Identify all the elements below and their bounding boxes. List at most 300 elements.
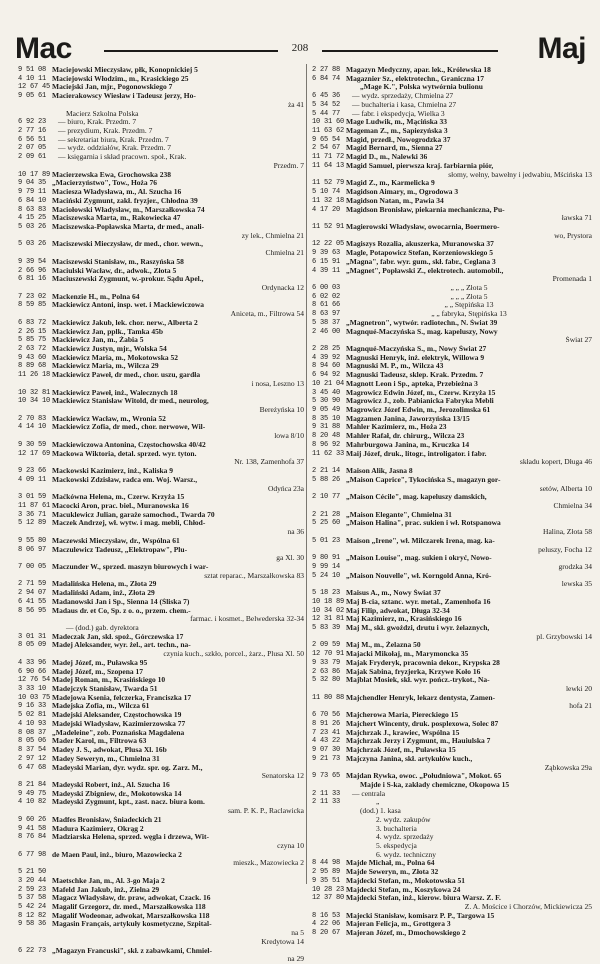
phone-number: 2 77 16 (18, 127, 47, 136)
directory-entry-line (18, 859, 304, 868)
phone-number: 9 31 88 (312, 423, 341, 432)
phone-number: 6 94 92 (312, 371, 341, 380)
entry-text: Magierowski Władysław, owocarnia, Boermero- (346, 222, 500, 231)
phone-number: 5 21 50 (18, 868, 47, 877)
directory-entry-line (18, 345, 304, 354)
phone-number: 2 09 59 (312, 641, 341, 650)
entry-text: Magalif Wodeonar, adwokat, Marszałkowska 118 (52, 911, 210, 920)
directory-entry-line (18, 764, 304, 773)
entry-text: lowa 8/10 (274, 432, 304, 441)
entry-text: Majdan Rywka, owoc. „Południowa", Mokot. 65 (346, 772, 502, 781)
entry-text: Magnott Leon i Sp., apteka, Przebieżna 3 (346, 379, 478, 388)
directory-entry-line (18, 572, 304, 581)
directory-entry-line (18, 790, 304, 799)
phone-number: 2 54 67 (312, 144, 341, 153)
phone-number: 2 97 12 (18, 754, 47, 763)
phone-number (312, 232, 346, 241)
phone-number: 9 99 14 (312, 562, 341, 571)
directory-entry-line (18, 179, 304, 188)
phone-number: 5 38 37 (312, 318, 341, 327)
entry-text: Maciejowski Mieczysław, płk, Konopnickiej 5 (52, 66, 198, 74)
phone-number: 5 18 23 (312, 589, 341, 598)
directory-entry-line (312, 66, 592, 75)
phone-number (312, 807, 346, 816)
entry-text: Majchendler Henryk, lekarz dentysta, Zamen- (346, 693, 496, 702)
directory-entry-line (312, 912, 592, 921)
phone-number: 9 58 36 (18, 920, 47, 929)
entry-text: Macierz Szkolna Polska (66, 109, 139, 118)
directory-entry-line (18, 441, 304, 450)
phone-number: 3 36 71 (18, 510, 47, 519)
phone-number: 11 32 18 (312, 196, 345, 205)
phone-number: 2 10 77 (312, 493, 341, 502)
phone-number: 3 01 31 (18, 632, 47, 641)
directory-entry-line (18, 912, 304, 921)
phone-number: 6 47 68 (18, 763, 47, 772)
phone-number: 6 90 66 (18, 667, 47, 676)
phone-number (312, 485, 346, 494)
entry-text: Macierzewska Ewa, Grochowska 238 (52, 170, 172, 179)
directory-entry-line (18, 641, 304, 650)
phone-number: 5 12 89 (18, 519, 47, 528)
entry-text: Majdecki Stefan, m., Mokotowska 51 (346, 876, 465, 885)
directory-entry-line (18, 511, 304, 520)
phone-number: 8 56 95 (18, 606, 47, 615)
phone-number: 4 39 11 (312, 266, 341, 275)
left-column (18, 66, 304, 964)
entry-text: Mader Karol, m., Filtrowa 63 (52, 737, 147, 746)
phone-number: 8 59 85 (18, 301, 47, 310)
phone-number: 4 22 06 (312, 920, 341, 929)
directory-entry-line (18, 206, 304, 215)
entry-text: Mahler Kazimierz, m., Hoża 23 (346, 423, 447, 432)
directory-entry-line (18, 580, 304, 589)
directory-entry-line (18, 101, 304, 110)
phone-number: 9 39 63 (312, 249, 341, 258)
directory-entry-line (18, 929, 304, 938)
directory-entry-line (18, 476, 304, 485)
directory-entry-line (312, 798, 592, 807)
entry-text: Majeran Felicja, m., Grottgera 3 (346, 920, 451, 929)
directory-entry-line (312, 781, 592, 790)
entry-text: 5. ekspedycja (376, 841, 417, 850)
phone-number: 11 64 13 (312, 161, 345, 170)
directory-entry-line (312, 729, 592, 738)
entry-text: czynia kuch., szkło, porcel., żarz., Plusa Xl. 50 (163, 650, 304, 659)
entry-text: Magalif Grzegorz, dr. med., Marszałkowska 118 (52, 903, 206, 911)
entry-text: Majeran Józef, m., Dmochowskiego 2 (346, 929, 466, 938)
phone-number: 4 09 11 (18, 475, 47, 484)
entry-text: Majdecki Stefan, m., Koszykowa 24 (346, 885, 461, 894)
phone-number: 5 24 10 (312, 571, 341, 580)
phone-number: 10 18 89 (312, 597, 345, 606)
phone-number: 8 37 54 (18, 746, 47, 755)
phone-number: 7 00 05 (18, 562, 47, 571)
directory-entry-line (18, 110, 304, 119)
directory-entry-line (312, 188, 592, 197)
directory-entry-line (18, 851, 304, 860)
entry-text: Madaus dr. et Co, Sp. z o. o., przem. chem.- (52, 606, 191, 615)
entry-text: Mackiewicz Justyn, mjr., Wolska 54 (52, 345, 167, 353)
directory-entry-line (18, 781, 304, 790)
directory-entry-line (312, 528, 592, 537)
phone-number: 9 55 80 (18, 536, 47, 545)
phone-number: 12 76 54 (18, 676, 51, 685)
entry-text: „Magnet", Popławski Z., elektrotech. automobil., (346, 266, 504, 275)
phone-number: 4 14 10 (18, 423, 47, 432)
phone-number (18, 284, 52, 293)
entry-text: Madziarska Helena, sprzed. węgla i drzewa, Wit- (52, 833, 209, 842)
directory-entry-line (18, 389, 304, 398)
phone-number: 2 95 89 (312, 868, 341, 877)
phone-number: 6 15 91 (312, 257, 341, 266)
entry-text: 2. wydz. zakupów (376, 815, 431, 824)
entry-text: Mahler Rafał, dr. chirurg., Wilcza 23 (346, 432, 465, 441)
entry-text: lewska 35 (561, 580, 592, 589)
phone-number (312, 502, 346, 511)
entry-text: Maciszewski Mieczysław, dr med., chor. wewn., (52, 240, 204, 249)
directory-entry-line (312, 772, 592, 781)
phone-number: 9 05 61 (18, 92, 47, 101)
phone-number: 9 41 58 (18, 824, 47, 833)
entry-text: farmac. i kosmet., Belwederska 32-34 (190, 615, 304, 624)
directory-entry-line (312, 127, 592, 136)
directory-entry-line (312, 362, 592, 371)
entry-text: Magid Samuel, pierwsza kraj. farbiarnia piór, (346, 161, 494, 170)
directory-entry-line (312, 476, 592, 485)
phone-number: 6 41 55 (18, 597, 47, 606)
phone-number: 11 87 61 (18, 501, 51, 510)
entry-text: — (dod.) gab. dyrektora (66, 624, 139, 632)
entry-text: Magidson Bronisław, piekarnia mechaniczna, Pu- (346, 205, 505, 214)
directory-entry-line (312, 136, 592, 145)
phone-number: 8 44 98 (312, 859, 341, 868)
directory-entry-line (18, 223, 304, 232)
entry-text: Madeyski Robert, inż., Al. Szucha 16 (52, 780, 170, 789)
directory-entry-line (312, 572, 592, 581)
phone-number (18, 554, 52, 563)
phone-number: 8 06 97 (18, 545, 47, 554)
directory-entry-line (18, 877, 304, 886)
directory-entry-line (18, 284, 304, 293)
entry-text: Maczunder W., sprzed. maszyn biurowych i war- (52, 562, 209, 571)
phone-number: 6 84 74 (312, 74, 341, 83)
entry-text: ławska 71 (561, 214, 592, 223)
directory-entry-line (312, 851, 592, 860)
entry-text: Bereżyńska 10 (259, 406, 304, 415)
entry-text: Maciulski Wacław, dr., adwok., Złota 5 (52, 266, 177, 275)
entry-text: Madanowski Jan i Sp., Sienna 14 (Śliska 7) (52, 597, 190, 606)
phone-number: 6 81 16 (18, 275, 47, 284)
directory-entry-line (18, 310, 304, 319)
directory-entry-line (312, 502, 592, 511)
directory-entry-line (312, 458, 592, 467)
entry-text: Magid D., m., Nalewki 36 (346, 153, 428, 162)
directory-entry-line (312, 380, 592, 389)
directory-entry-line (18, 75, 304, 84)
entry-text: „Macierzyństwo", Tow., Hoża 76 (52, 179, 157, 188)
directory-entry-line (18, 694, 304, 703)
phone-number: 10 34 02 (312, 606, 345, 615)
directory-entry-line (18, 118, 304, 127)
directory-entry-line (312, 423, 592, 432)
directory-entry-line (312, 144, 592, 153)
phone-number: 2 59 23 (18, 885, 47, 894)
entry-text: i nosa, Leszno 13 (251, 379, 304, 388)
directory-entry-line (312, 118, 592, 127)
phone-number (18, 615, 52, 624)
directory-entry-line (312, 668, 592, 677)
entry-text: „Maison Louise", mag. sukien i okryć, Nowo- (346, 554, 492, 563)
directory-entry-line (312, 354, 592, 363)
entry-text: Magiszys Rozalia, akuszerka, Muranowska 37 (346, 240, 494, 249)
entry-text: wo, Prystora (554, 231, 592, 240)
entry-text: Maciejowski Włodzim., m., Krasickiego 25 (52, 74, 189, 83)
directory-entry-line (18, 554, 304, 563)
phone-number (18, 772, 52, 781)
directory-entry-line (312, 371, 592, 380)
entry-text: Maj B-cia, sztanc. wyr. metal., Zamenhofa 16 (346, 597, 491, 606)
phone-number: 9 43 60 (18, 353, 47, 362)
entry-text: Majde Michał, m., Polna 64 (346, 859, 435, 868)
directory-entry-line (312, 624, 592, 633)
phone-number: 2 07 05 (18, 144, 47, 153)
phone-number: 9 35 51 (312, 876, 341, 885)
entry-text: Mafeld Jan Jakub, inż., Zielna 29 (52, 885, 160, 894)
entry-text: Promenada 1 (552, 275, 592, 284)
entry-text: Świat 27 (565, 336, 592, 345)
phone-number: 3 01 59 (18, 493, 47, 502)
phone-number: 6 77 98 (18, 850, 47, 859)
phone-number: 9 05 49 (312, 406, 341, 415)
entry-text: Mackiewicz Wacław, m., Wronia 52 (52, 414, 166, 423)
phone-number (312, 336, 346, 345)
directory-entry-line (18, 258, 304, 267)
phone-number: 10 28 23 (312, 885, 345, 894)
entry-text: Z. A. Mościce i Chorzów, Mickiewicza 25 (464, 903, 592, 911)
directory-entry-line (312, 389, 592, 398)
entry-text: Senatorska 12 (261, 772, 304, 781)
phone-number: 9 73 65 (312, 772, 341, 781)
directory-entry-line (18, 746, 304, 755)
directory-entry-line (18, 702, 304, 711)
header-guide-word-right: Maj (537, 32, 586, 65)
entry-text: na 5 (291, 929, 304, 938)
phone-number (312, 171, 346, 180)
phone-number: 10 03 75 (18, 693, 51, 702)
directory-entry-line (18, 537, 304, 546)
entry-text: Magle, Potapowicz Stefan, Korzeniowskiego 5 (346, 249, 494, 258)
phone-number: 5 10 74 (312, 188, 341, 197)
phone-number: 9 21 73 (312, 754, 341, 763)
phone-number: 8 08 37 (18, 728, 47, 737)
phone-number: 5 02 81 (18, 711, 47, 720)
phone-number (312, 702, 346, 711)
phone-number: 9 33 79 (312, 658, 341, 667)
directory-entry-line (18, 92, 304, 101)
directory-entry-line (312, 223, 592, 232)
phone-number (312, 580, 346, 589)
phone-number: 2 63 72 (18, 345, 47, 353)
phone-number: 3 33 10 (18, 685, 47, 694)
entry-text: „Magazyn Francuski", skł. z zabawkami, Chmiel- (52, 946, 212, 955)
entry-text: lewki 20 (565, 685, 592, 694)
phone-number: 11 52 91 (312, 222, 345, 231)
entry-text: Maczek Andrzej, wł. wytw. i mag. mebli, Chłod- (52, 519, 206, 528)
directory-entry-line (312, 807, 592, 816)
directory-entry-line (312, 764, 592, 773)
phone-number: 8 35 10 (312, 414, 341, 423)
directory-entry-line (312, 240, 592, 249)
entry-text: Madejski Aleksander, Częstochowska 19 (52, 711, 182, 720)
phone-number (18, 432, 52, 441)
entry-text: Mackowski Zdzisław, radca em. Woj. Warsz., (52, 475, 198, 484)
directory-entry-line (18, 83, 304, 92)
phone-number: 2 28 25 (312, 345, 341, 353)
entry-text: Magid Bernard, m., Sienna 27 (346, 144, 443, 153)
directory-entry-line (312, 842, 592, 851)
directory-entry-line (312, 755, 592, 764)
entry-text: Mackiewicz Jan, m., Żabia 5 (52, 336, 144, 345)
directory-entry-line (312, 162, 592, 171)
entry-text (52, 868, 304, 877)
entry-text: Magrowicz J., zob. Pabianicka Fabryka Mebli (346, 397, 494, 406)
directory-entry-line (312, 397, 592, 406)
entry-text: „ „ „ Złota 5 (450, 283, 488, 292)
directory-entry-line (312, 920, 592, 929)
directory-entry-line (312, 493, 592, 502)
phone-number: 2 66 96 (18, 266, 47, 275)
phone-number: 8 63 97 (312, 310, 341, 319)
phone-number (18, 380, 52, 389)
directory-entry-line (312, 580, 592, 589)
entry-text: Madeczak Jan, skł. spoż., Górczewska 17 (52, 632, 184, 641)
entry-text: Magrowicz Józef Edwin, m., Jerozolimska 61 (346, 406, 491, 415)
entry-text: na 29 (287, 955, 304, 964)
entry-text: Maison Alik, Jasna 8 (346, 467, 413, 476)
phone-number: 7 23 02 (18, 292, 47, 301)
directory-entry-line (18, 798, 304, 807)
directory-entry-line (18, 607, 304, 616)
directory-entry-line (18, 275, 304, 284)
directory-entry-line (312, 711, 592, 720)
entry-text: „Maison Nouvelle", wł. Korngold Anna, Kró- (346, 571, 492, 580)
phone-number: 10 17 89 (18, 170, 51, 179)
directory-entry-line (18, 485, 304, 494)
directory-entry-line (312, 206, 592, 215)
phone-number: 2 11 33 (312, 789, 341, 798)
directory-entry-line (18, 955, 304, 964)
entry-text: Madej Roman, m., Krasińskiego 10 (52, 676, 166, 685)
entry-text: Magid, przedł., Nowogrodzka 37 (346, 135, 451, 144)
directory-entry-line (18, 668, 304, 677)
entry-text: Madey J. S., adwokat, Plusa Xl. 16b (52, 746, 167, 755)
phone-number: 4 43 22 (312, 737, 341, 746)
entry-text: Majcherowa Maria, Piereckiego 15 (346, 711, 459, 720)
page-number: 208 (291, 42, 309, 54)
directory-entry-line (312, 790, 592, 799)
entry-text: ża 41 (287, 100, 304, 109)
phone-number: 6 84 10 (18, 196, 47, 205)
phone-number (18, 859, 52, 868)
directory-entry-line (312, 702, 592, 711)
phone-number: 2 09 61 (18, 153, 47, 162)
phone-number: 7 23 41 (312, 728, 341, 737)
directory-entry-line (312, 267, 592, 276)
entry-text: Maciszewski Stanisław, m., Raszyńska 58 (52, 257, 184, 266)
entry-text: Madalińska Helena, m., Złota 29 (52, 580, 157, 589)
phone-number: 10 34 10 (18, 397, 51, 406)
entry-text: Magrowicz Edwin Józef, m., Czerw. Krzyża 15 (346, 388, 496, 397)
phone-number (18, 485, 52, 494)
phone-number: 6 92 23 (18, 118, 47, 127)
directory-entry-line (312, 676, 592, 685)
directory-entry-line (312, 886, 592, 895)
entry-text: Mackiewicz Jakub, lek. chor. nerw., Alberta 2 (52, 318, 198, 327)
directory-entry-line (18, 676, 304, 685)
directory-entry-line (312, 171, 592, 180)
entry-text: Majacki Mikołaj, m., Marymoncka 35 (346, 650, 469, 659)
entry-text: Mackiewicz Antoni, insp. wet. i Mackiewiczowa (52, 301, 205, 310)
entry-text: Maciszewska Marta, m., Rakowiecka 47 (52, 214, 181, 223)
directory-entry-line (312, 546, 592, 555)
directory-entry-line (312, 345, 592, 354)
phone-number: 6 56 51 (18, 135, 47, 144)
directory-entry-line (312, 310, 592, 319)
entry-text: setów, Alberta 10 (539, 484, 592, 493)
directory-entry-line (312, 485, 592, 494)
entry-text: ga Xl. 30 (276, 554, 304, 563)
phone-number: 12 17 69 (18, 449, 51, 458)
directory-entry-line (312, 450, 592, 459)
directory-entry-line (18, 737, 304, 746)
entry-text: Mackiewicz Maria, m., Wilcza 29 (52, 362, 159, 371)
entry-text: Madeyski Zbigniew, dr., Mokotowska 14 (52, 789, 182, 798)
directory-entry-line (18, 336, 304, 345)
directory-entry-line (18, 267, 304, 276)
phone-number: 11 62 33 (312, 449, 345, 458)
phone-number: 9 60 26 (18, 815, 47, 824)
phone-number: 6 45 36 (312, 92, 341, 101)
entry-text: Maetschke Jan, m., Al. 3-go Maja 2 (52, 876, 165, 885)
directory-entry-line (18, 816, 304, 825)
directory-entry-line (312, 275, 592, 284)
entry-text: Maij Józef, druk., litogr., introligator. i fabr. (346, 449, 487, 458)
entry-text: pl. Grzybowski 14 (536, 632, 592, 641)
directory-entry-line (18, 711, 304, 720)
directory-entry-line (18, 362, 304, 371)
directory-entry-line (18, 833, 304, 842)
phone-number: 9 23 66 (18, 467, 47, 476)
directory-entry-line (18, 720, 304, 729)
entry-text: Mackiewicz Jan, pplk., Tamka 45b (52, 327, 164, 336)
entry-text: — księgarnia i skład pracown. społ., Krak. (58, 153, 187, 162)
entry-text: „Madeleine", zob. Poznańska Magdalena (52, 728, 185, 737)
phone-number: 2 71 59 (18, 580, 47, 589)
entry-text: Maj Filip, adwokat, Długa 32-34 (346, 606, 450, 615)
directory-entry-line (18, 729, 304, 738)
directory-entry-line (18, 293, 304, 302)
directory-entry-line (312, 179, 592, 188)
directory-entry-line (312, 284, 592, 293)
phone-number (312, 842, 346, 851)
directory-entry-line (312, 877, 592, 886)
entry-text: Przedm. 7 (273, 161, 304, 170)
phone-number: 8 20 48 (312, 432, 341, 441)
phone-number (312, 546, 346, 555)
directory-entry-line (18, 519, 304, 528)
entry-text: Madej Aleksander, wyr. żel., art. techn., na- (52, 641, 191, 650)
